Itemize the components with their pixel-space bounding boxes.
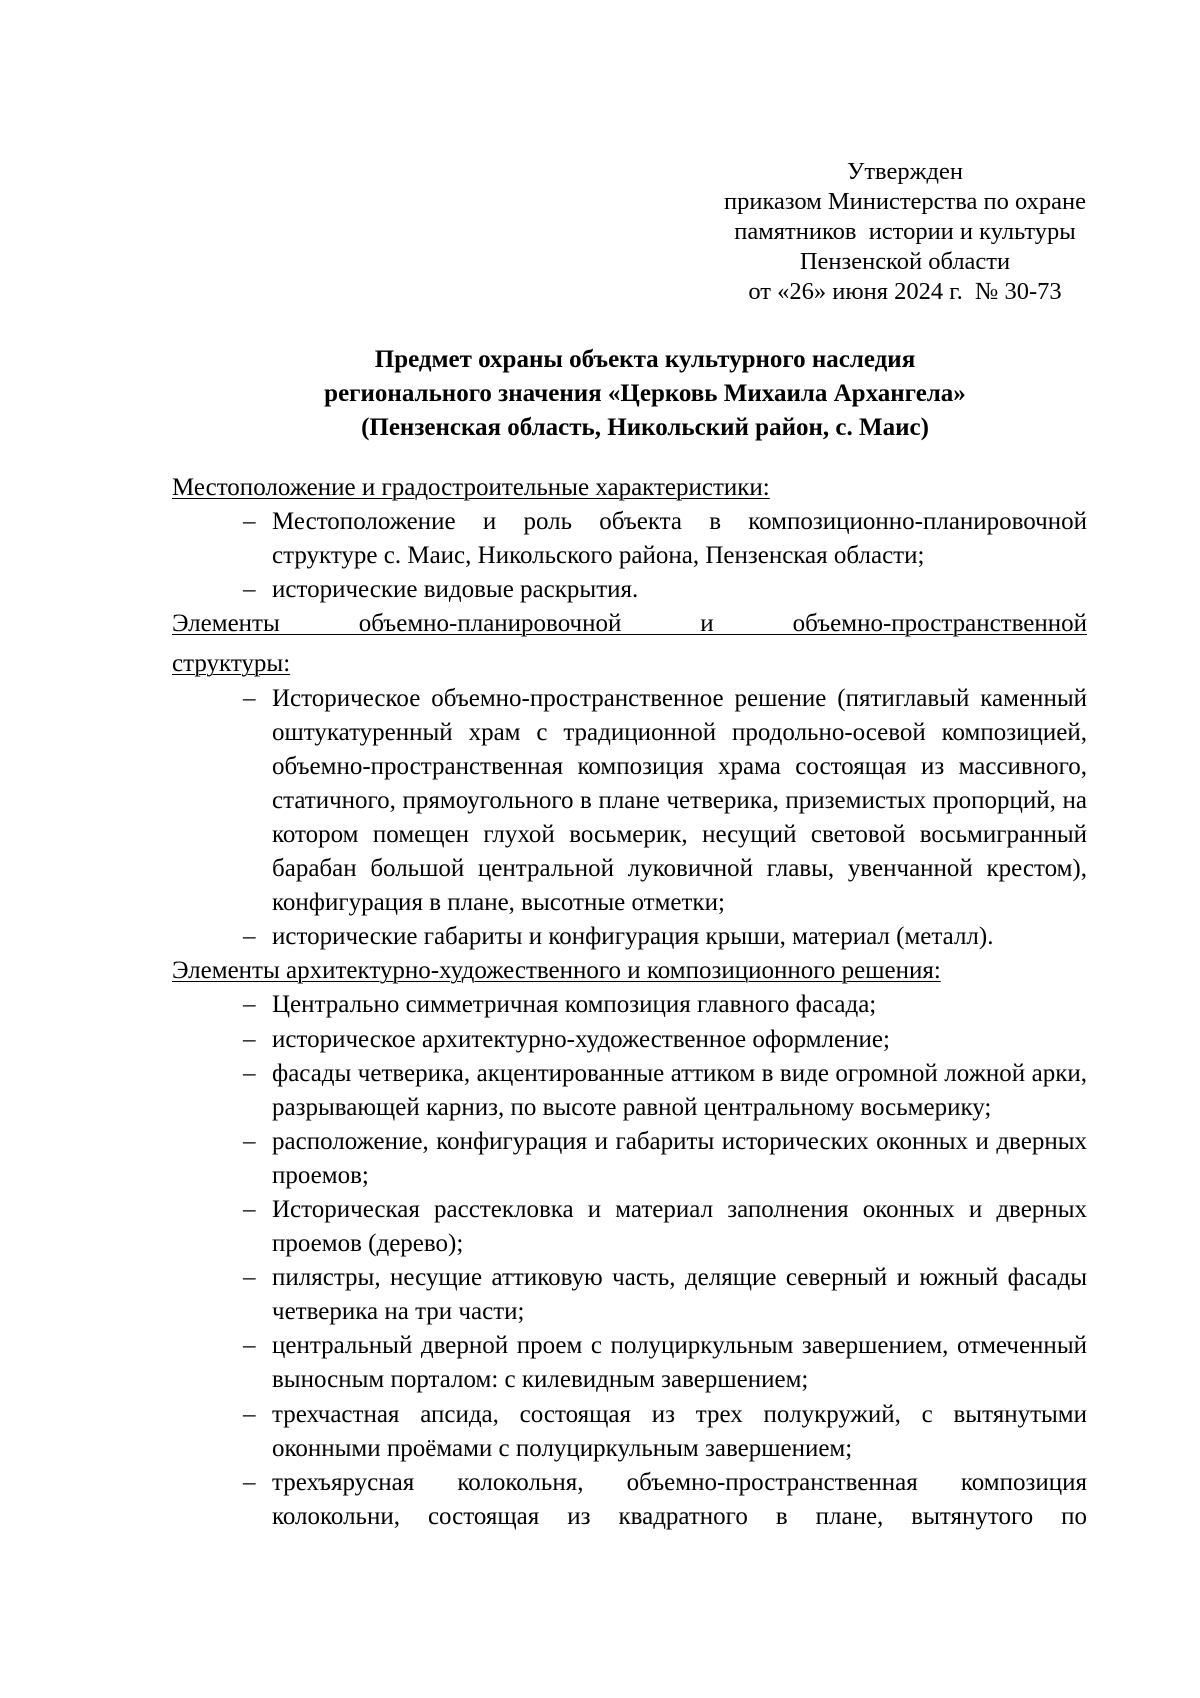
list-item-text: Местоположение и роль объекта в композиционно-планировочной структуре с. Маис, Никольского района, Пензенская области; <box>272 508 1087 570</box>
list-item-text: Историческое объемно-пространственное решение (пятиглавый каменный оштукатуренный храм с традиционной продольно-осевой композицией, объемно-пространственная композиция храма состоящая из массивного, статичного, прямоугольного в плане четверика, приземистых пропорций, на котором помещен глухой восьмерик, несущий световой восьмигранный барабан большой центральной луковичной главы, увенчанной крестом), конфигурация в плане, высотные отметки; <box>272 684 1087 917</box>
list-item-text: Центрально симметричная композиция главного фасада; <box>272 991 877 1019</box>
section-heading-structure: Элементы объемно-планировочной и объемно-пространственной <box>172 610 1087 638</box>
approval-line: Пензенской области <box>799 248 1011 275</box>
list-item <box>172 1329 1087 1397</box>
list-dash: – <box>243 1059 256 1087</box>
approval-stamp <box>690 157 1120 307</box>
list-item-text: трехъярусная колокольня, объемно-пространственная композиция колокольни, состоящая из квадратного в плане, вытянутого по <box>272 1468 1087 1530</box>
list-item-text: расположение, конфигурация и габариты исторических оконных и дверных проемов; <box>272 1127 1087 1189</box>
list-dash: – <box>243 576 256 604</box>
list-item <box>172 920 1087 954</box>
list-item <box>172 1023 1087 1057</box>
list-item-text: пилястры, несущие аттиковую часть, делящие северный и южный фасады четверика на три части; <box>272 1264 1087 1326</box>
section-heading-architecture: Элементы архитектурно-художественного и композиционного решения: <box>172 957 941 985</box>
list-dash: – <box>243 1195 256 1223</box>
section-heading-location: Местоположение и градостроительные характеристики: <box>172 474 770 501</box>
list-item-text: исторические видовые раскрытия. <box>272 576 639 604</box>
list-item <box>172 573 1087 607</box>
list-dash: – <box>243 991 256 1019</box>
title-line: регионального значения «Церковь Михаила Архангела» <box>324 380 966 407</box>
list-item-text: Историческая расстекловка и материал заполнения оконных и дверных проемов (дерево); <box>272 1195 1087 1258</box>
list-item-text: центральный дверной проем с полуциркульным завершением, отмеченный выносным порталом: с килевидным завершением; <box>272 1332 1087 1394</box>
section-list-architecture <box>172 988 1087 1534</box>
list-dash: – <box>243 1400 256 1428</box>
approval-line: памятников истории и культуры <box>734 218 1076 245</box>
list-item <box>172 1261 1087 1329</box>
list-item <box>172 1466 1087 1534</box>
title-line: (Пензенская область, Никольский район, с. Маис) <box>361 414 929 441</box>
list-item <box>172 1125 1087 1193</box>
section-list-structure <box>172 682 1087 955</box>
list-item-text: фасады четверика, акцентированные аттиком в виде огромной ложной арки, разрывающей карниз, по высоте равной центральному восьмерику; <box>272 1059 1087 1121</box>
list-dash: – <box>243 1468 256 1496</box>
list-item-text: исторические габариты и конфигурация крыши, материал (металл). <box>272 923 994 951</box>
list-dash: – <box>243 508 256 536</box>
document-title <box>170 343 1120 445</box>
section-heading-structure-cont <box>172 647 290 681</box>
list-item <box>172 505 1087 573</box>
list-dash: – <box>243 1264 256 1292</box>
list-item <box>172 988 1087 1022</box>
list-item <box>172 1398 1087 1466</box>
approval-line: Утвержден <box>847 158 963 185</box>
list-dash: – <box>243 1127 256 1155</box>
document-body <box>172 471 1087 1534</box>
list-item <box>172 682 1087 921</box>
title-line: Предмет охраны объекта культурного наследия <box>374 346 916 373</box>
list-item <box>172 1057 1087 1125</box>
list-dash: – <box>243 923 256 951</box>
approval-line: приказом Министерства по охране <box>724 188 1086 215</box>
list-dash: – <box>243 684 256 712</box>
list-item <box>172 1193 1087 1261</box>
list-dash: – <box>243 1332 256 1360</box>
section-heading-structure-word: структуры: <box>172 650 291 678</box>
section-list-location <box>172 505 1087 607</box>
approval-line: от «26» июня 2024 г. № 30-73 <box>748 278 1062 305</box>
list-item-text: историческое архитектурно-художественное оформление; <box>272 1025 890 1053</box>
list-dash: – <box>243 1025 256 1053</box>
list-item-text: трехчастная апсида, состоящая из трех полукружий, с вытянутыми оконными проёмами с полуциркульным завершением; <box>272 1400 1087 1462</box>
